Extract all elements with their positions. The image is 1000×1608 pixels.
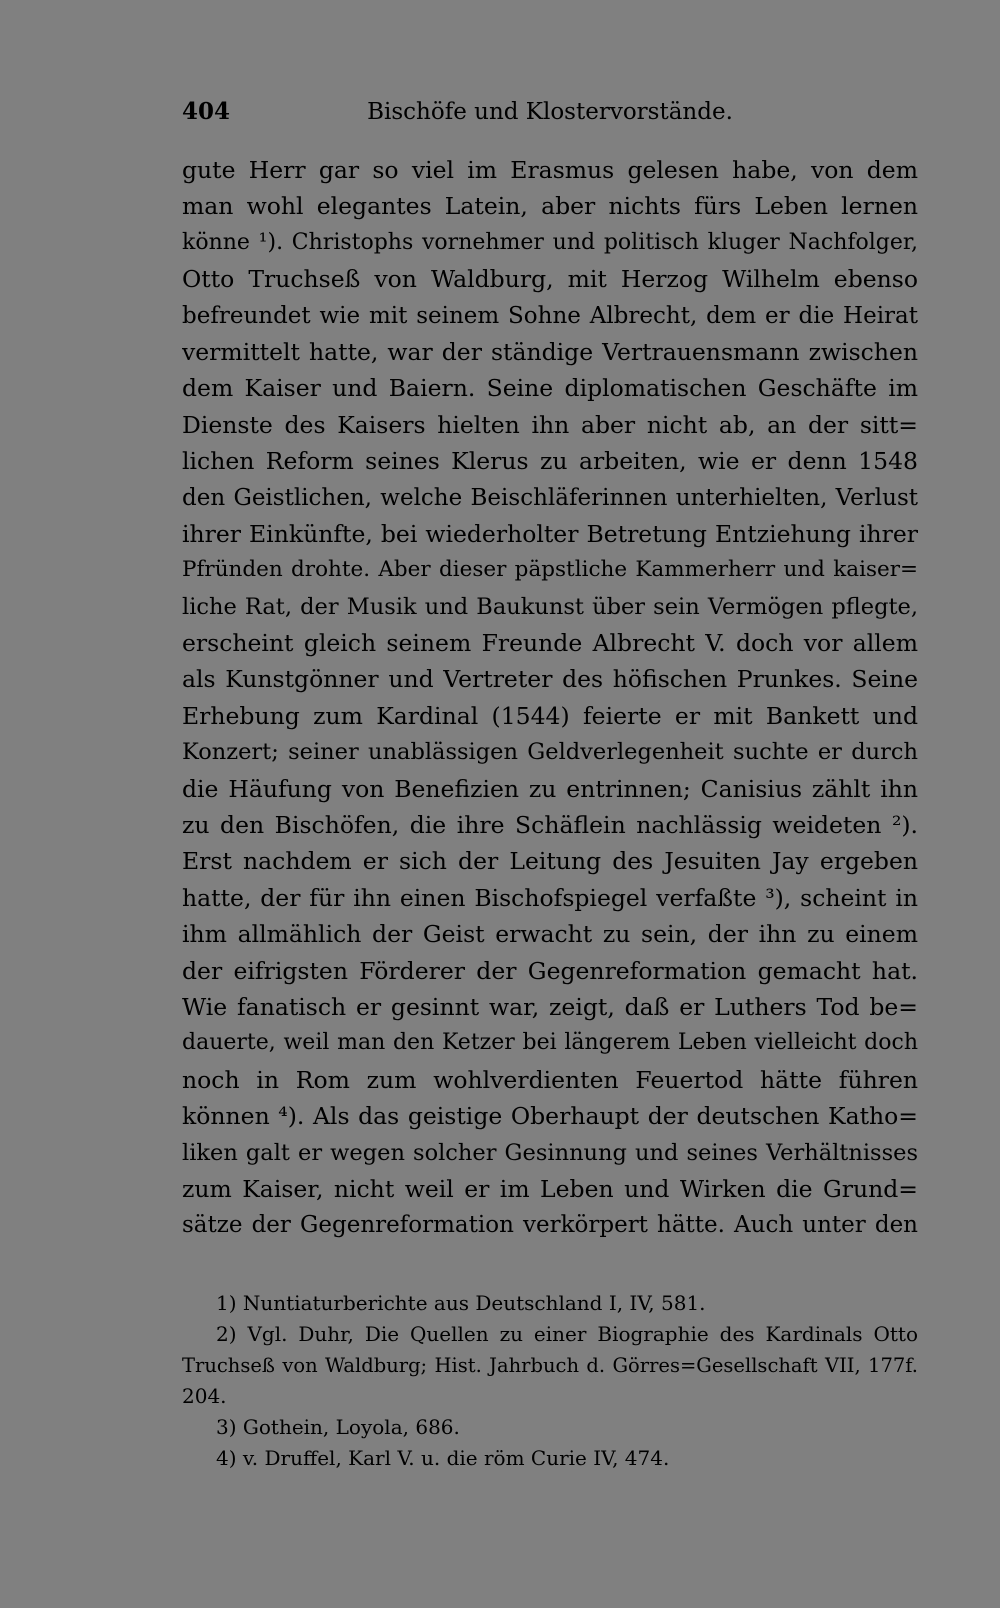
text-line: gute Herr gar so viel im Erasmus gelesen habe, von dem: [182, 156, 918, 184]
text-line: den Geistlichen, welche Beischläferinnen unterhielten, Verlust: [182, 484, 918, 511]
text-line: Erst nachdem er sich der Leitung des Jesuiten Jay ergeben: [182, 847, 918, 876]
main-text: [182, 152, 918, 1244]
text-line: befreundet wie mit seinem Sohne Albrecht, dem er die Heirat: [182, 302, 918, 329]
footnote-2-continuation: 204.: [182, 1384, 227, 1408]
text-line: als Kunstgönner und Vertreter des höfischen Prunkes. Seine: [182, 665, 918, 694]
text-line: Erhebung zum Kardinal (1544) feierte er mit Bankett und: [182, 701, 918, 730]
page-number: 404: [182, 98, 231, 125]
text-line: Wie fanatisch er gesinnt war, zeigt, daß er Luthers Tod be=: [182, 992, 918, 1021]
text-line: Otto Truchseß von Waldburg, mit Herzog Wilhelm ebenso: [182, 265, 918, 294]
text-line: hatte, der für ihn einen Bischofspiegel verfaßte ³), scheint in: [182, 883, 918, 912]
text-line: dem Kaiser und Baiern. Seine diplomatischen Geschäfte im: [182, 374, 918, 403]
text-line: zum Kaiser, nicht weil er im Leben und Wirken die Grund=: [182, 1174, 918, 1203]
text-line: könne ¹). Christophs vornehmer und politisch kluger Nachfolger,: [182, 229, 918, 255]
footnote-4: 4) v. Druffel, Karl V. u. die röm Curie IV, 474.: [216, 1446, 670, 1470]
text-line: man wohl elegantes Latein, aber nichts fürs Leben lernen: [182, 192, 918, 221]
text-line: der eifrigsten Förderer der Gegenreformation gemacht hat.: [182, 956, 918, 985]
text-line: die Häufung von Benefizien zu entrinnen; Canisius zählt ihn: [182, 774, 918, 803]
text-line: erscheint gleich seinem Freunde Albrecht V. doch vor allem: [182, 629, 918, 658]
footnotes: [182, 1288, 918, 1474]
text-line: ihrer Einkünfte, bei wiederholter Betretung Entziehung ihrer: [182, 519, 918, 548]
text-line: ihm allmählich der Geist erwacht zu sein, der ihn zu einem: [182, 920, 918, 949]
text-line: Konzert; seiner unablässigen Geldverlegenheit suchte er durch: [182, 739, 918, 766]
page-header: [182, 96, 918, 128]
text-line: vermittelt hatte, war der ständige Vertrauensmann zwischen: [182, 337, 918, 366]
text-line: noch in Rom zum wohlverdienten Feuertod hätte führen: [182, 1065, 918, 1094]
text-line: liche Rat, der Musik und Baukunst über sein Vermögen pflegte,: [182, 593, 918, 620]
text-line: liken galt er wegen solcher Gesinnung und seines Verhältnisses: [182, 1139, 918, 1166]
text-line: lichen Reform seines Klerus zu arbeiten, wie er denn 1548: [182, 447, 918, 476]
footnote-3: 3) Gothein, Loyola, 686.: [216, 1415, 460, 1439]
text-line: sätze der Gegenreformation verkörpert hätte. Auch unter den: [182, 1212, 918, 1239]
text-line: Dienste des Kaisers hielten ihn aber nicht ab, an der sitt=: [182, 410, 918, 439]
footnote-2-continuation: Truchseß von Waldburg; Hist. Jahrbuch d. Görres=Gesellschaft VII, 177f.: [182, 1354, 918, 1377]
text-line: dauerte, weil man den Ketzer bei längerem Leben vielleicht doch: [182, 1030, 918, 1056]
text-line: Pfründen drohte. Aber dieser päpstliche Kammerherr und kaiser=: [182, 557, 918, 583]
running-title: Bischöfe und Klostervorstände.: [367, 99, 733, 125]
text-line: können ⁴). Als das geistige Oberhaupt der deutschen Katho=: [182, 1102, 918, 1131]
footnote-1: 1) Nuntiaturberichte aus Deutschland I, IV, 581.: [216, 1291, 706, 1315]
footnote-2: 2) Vgl. Duhr, Die Quellen zu einer Biographie des Kardinals Otto: [216, 1322, 918, 1346]
text-line: zu den Bischöfen, die ihre Schäflein nachlässig weideten ²).: [182, 811, 918, 840]
